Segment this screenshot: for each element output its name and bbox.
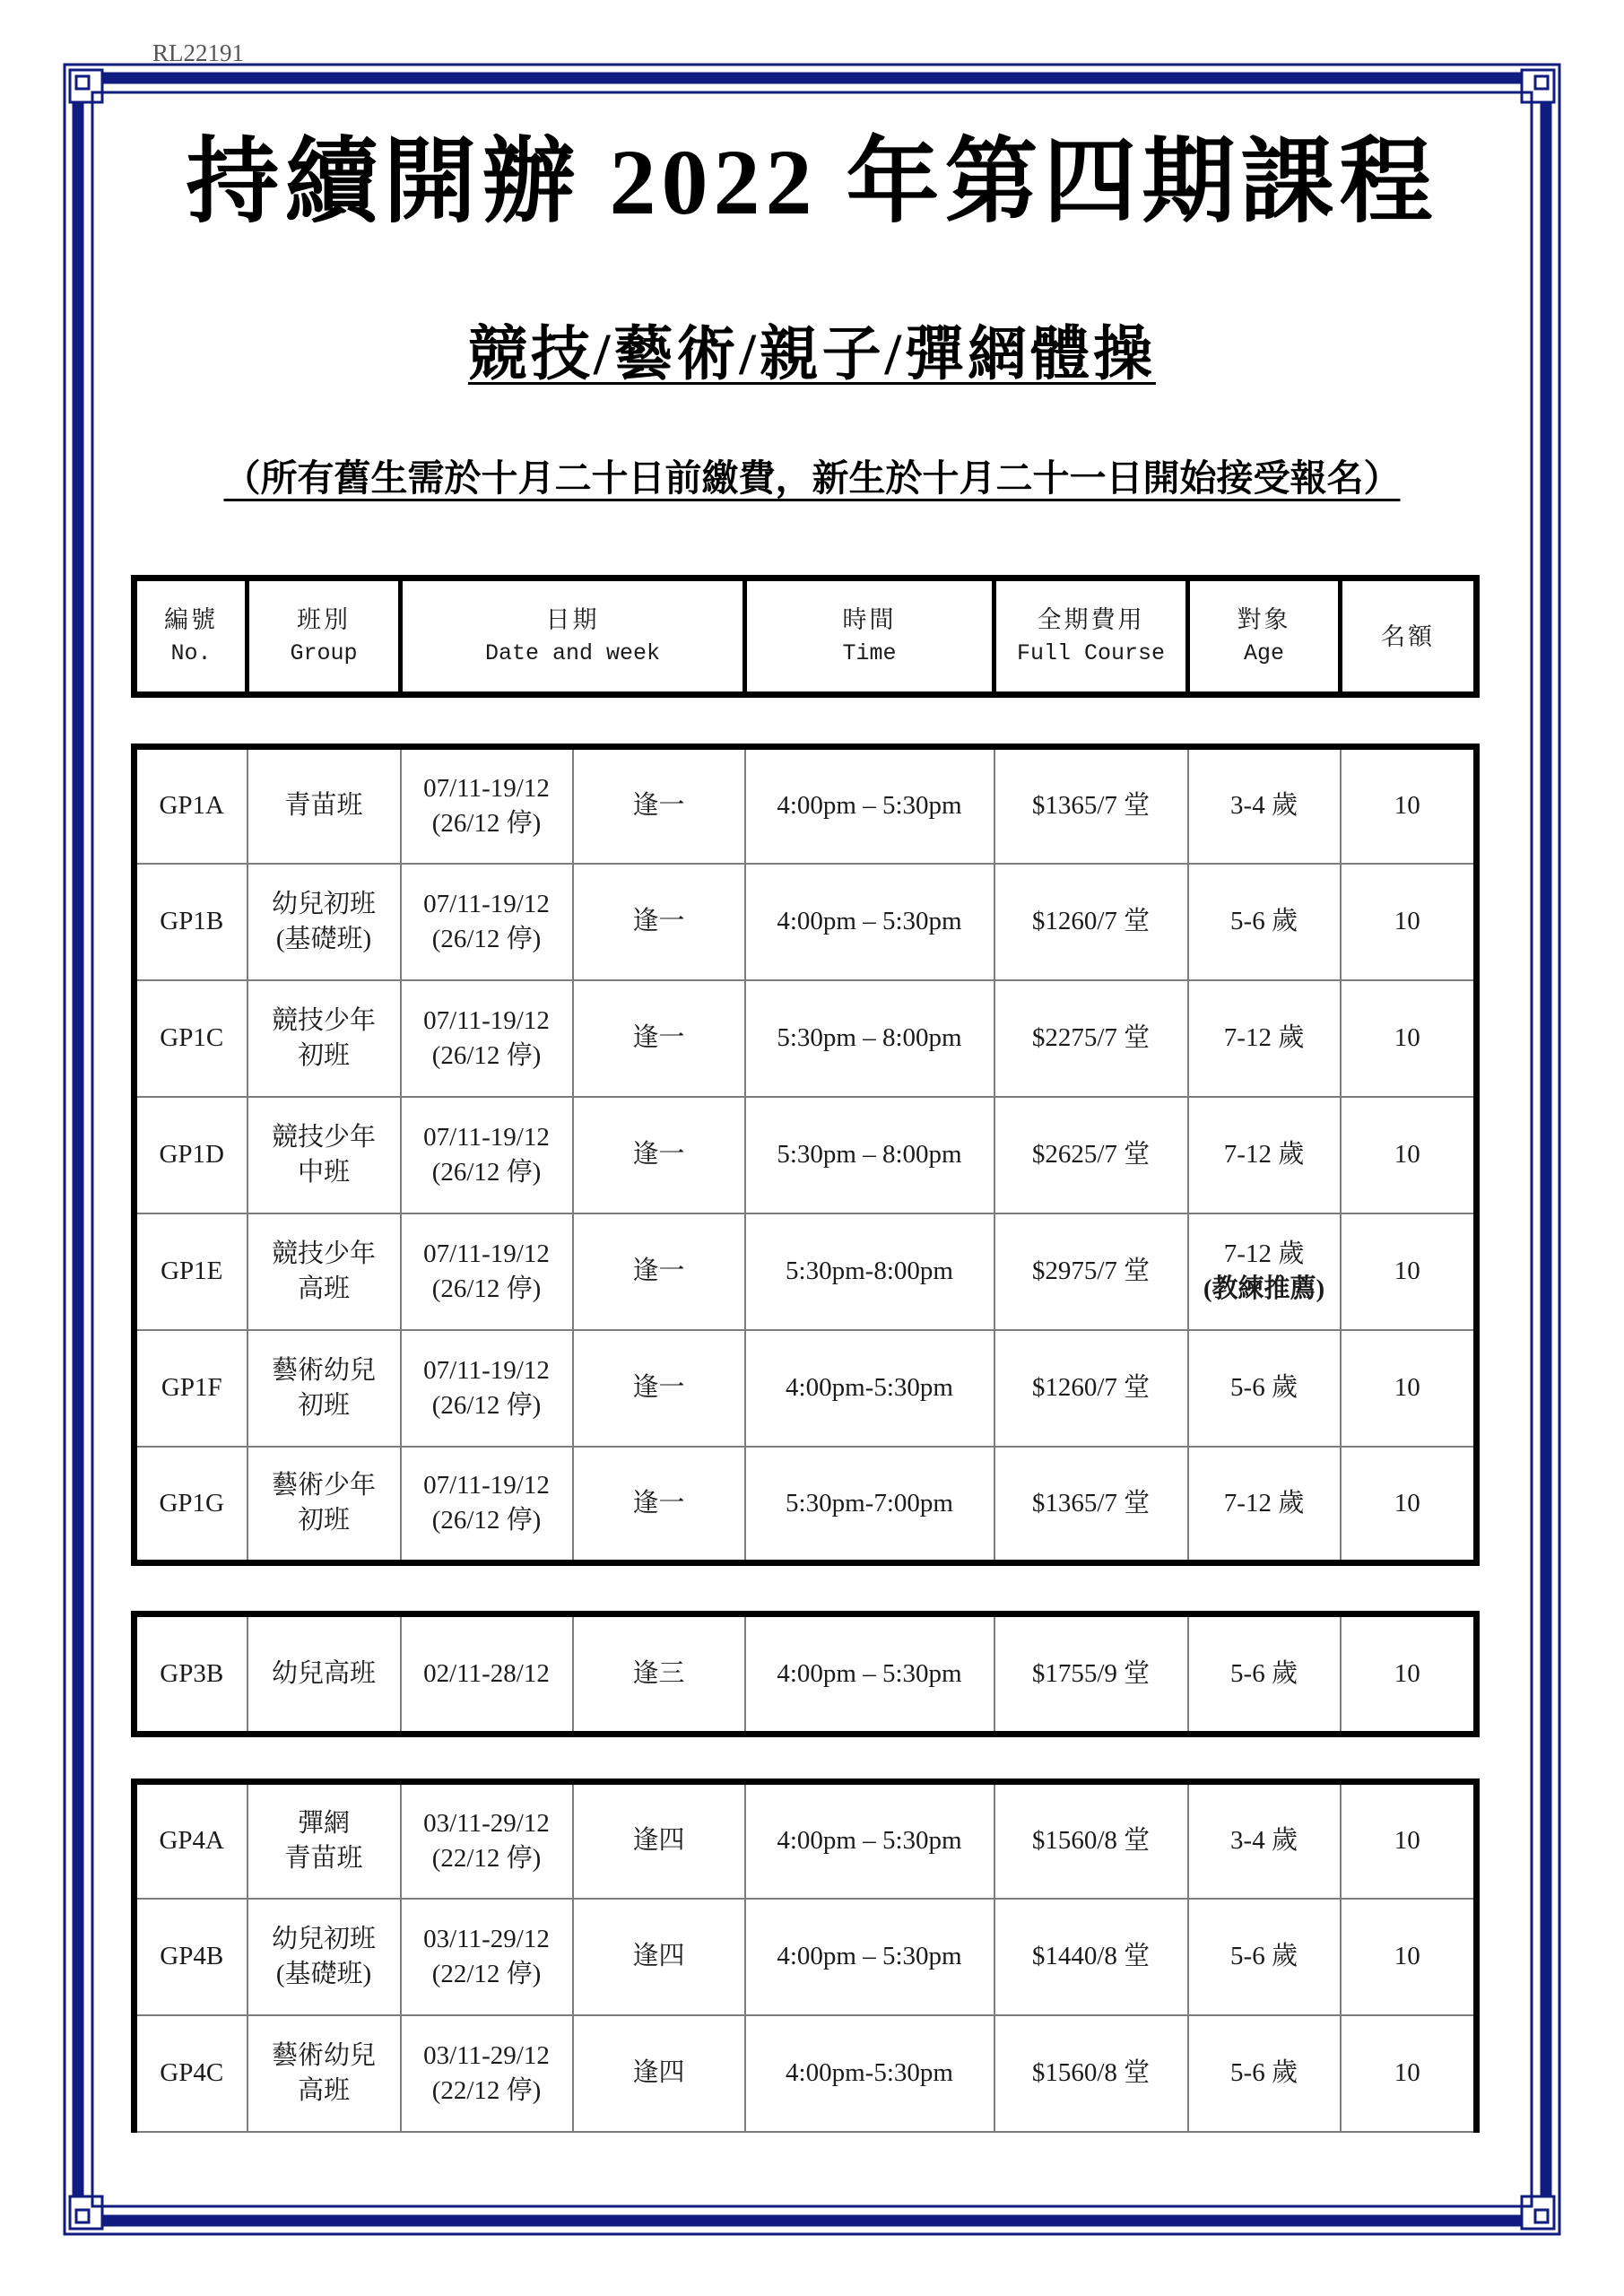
class-group xyxy=(248,1447,401,1563)
class-code: GP1D xyxy=(135,1097,248,1213)
table-row xyxy=(135,1213,1477,1330)
class-time: 4:00pm – 5:30pm xyxy=(745,1899,994,2015)
header-code-en: No. xyxy=(170,639,212,666)
class-code: GP1A xyxy=(135,747,248,864)
date-range: 07/11-19/12 xyxy=(423,1355,550,1385)
class-dates xyxy=(401,864,573,980)
header-quota-zh: 名額 xyxy=(1381,622,1436,650)
class-fee: $1560/8 堂 xyxy=(994,1782,1188,1899)
header-fee xyxy=(994,578,1188,695)
table-row xyxy=(135,1447,1477,1563)
class-quota: 10 xyxy=(1341,1330,1477,1447)
age-range: 3-4 歲 xyxy=(1230,1826,1298,1856)
class-code: GP1B xyxy=(135,864,248,980)
date-range: 07/11-19/12 xyxy=(423,773,550,803)
date-exception: (22/12 停) xyxy=(431,1959,542,1988)
class-dates xyxy=(401,1097,573,1213)
class-group-line: 藝術幼兒 xyxy=(271,1355,376,1385)
class-age xyxy=(1188,1330,1341,1447)
age-range: 7-12 歲 xyxy=(1223,1023,1305,1052)
age-range: 7-12 歲 xyxy=(1223,1239,1305,1268)
age-range: 5-6 歲 xyxy=(1230,907,1298,935)
class-group xyxy=(248,1899,401,2015)
age-range: 7-12 歲 xyxy=(1223,1140,1305,1169)
date-range: 07/11-19/12 xyxy=(423,889,550,918)
class-dates xyxy=(401,1447,573,1563)
class-code: GP1E xyxy=(135,1213,248,1330)
class-dates xyxy=(401,980,573,1097)
header-fee-en: Full Course xyxy=(1017,639,1166,666)
class-dates xyxy=(401,1213,573,1330)
class-fee: $1755/9 堂 xyxy=(994,1614,1188,1735)
class-group-line: 競技少年 xyxy=(271,1239,376,1268)
class-age xyxy=(1188,1213,1341,1330)
class-fee: $1440/8 堂 xyxy=(994,1899,1188,2015)
class-quota: 10 xyxy=(1341,747,1477,864)
header-time xyxy=(745,578,994,695)
class-group-line: 幼兒高班 xyxy=(271,1659,376,1688)
class-dates xyxy=(401,1614,573,1735)
subtitle-text: 競技/藝術/親子/彈網體操 xyxy=(467,322,1156,387)
class-weekday: 逢一 xyxy=(573,864,745,980)
class-quota: 10 xyxy=(1341,2015,1477,2132)
class-group-line: 高班 xyxy=(297,1274,350,1303)
class-group-line: 青苗班 xyxy=(284,1843,363,1873)
date-range: 07/11-19/12 xyxy=(423,1005,550,1035)
class-time: 5:30pm-7:00pm xyxy=(745,1447,994,1563)
class-group-line: (基礎班) xyxy=(275,1959,372,1988)
class-age xyxy=(1188,1899,1341,2015)
header-date xyxy=(401,578,745,695)
age-range: 7-12 歲 xyxy=(1223,1488,1305,1518)
date-exception: (26/12 停) xyxy=(431,808,542,838)
header-code-zh: 編號 xyxy=(164,605,218,633)
note-text: （所有舊生需於十月二十日前繳費，新生於十月二十一日開始接受報名） xyxy=(223,457,1401,499)
header-group-en: Group xyxy=(290,639,358,666)
date-range: 07/11-19/12 xyxy=(423,1122,550,1152)
class-time: 4:00pm – 5:30pm xyxy=(745,1782,994,1899)
schedule-section-2 xyxy=(131,1611,1480,1737)
class-quota: 10 xyxy=(1341,980,1477,1097)
date-range: 03/11-29/12 xyxy=(423,1808,550,1838)
class-age xyxy=(1188,1614,1341,1735)
class-code: GP1C xyxy=(135,980,248,1097)
table-row xyxy=(135,864,1477,980)
date-range: 03/11-29/12 xyxy=(423,1924,550,1953)
class-group xyxy=(248,747,401,864)
class-age xyxy=(1188,1782,1341,1899)
class-group-line: 初班 xyxy=(297,1390,350,1420)
date-exception: (22/12 停) xyxy=(431,2075,542,2105)
age-range: 5-6 歲 xyxy=(1230,1942,1298,1970)
class-weekday: 逢一 xyxy=(573,1097,745,1213)
class-code: GP3B xyxy=(135,1614,248,1735)
class-quota: 10 xyxy=(1341,1899,1477,2015)
class-group-line: 競技少年 xyxy=(271,1122,376,1152)
class-dates xyxy=(401,747,573,864)
header-group-zh: 班別 xyxy=(297,605,351,633)
class-time: 5:30pm – 8:00pm xyxy=(745,1097,994,1213)
header-time-en: Time xyxy=(842,639,897,666)
class-weekday: 逢一 xyxy=(573,1213,745,1330)
class-group-line: 藝術少年 xyxy=(271,1471,376,1500)
class-weekday: 逢一 xyxy=(573,1330,745,1447)
table-row xyxy=(135,980,1477,1097)
class-group xyxy=(248,1782,401,1899)
date-exception: (22/12 停) xyxy=(431,1843,542,1873)
class-group-line: 中班 xyxy=(297,1157,350,1187)
class-fee: $2275/7 堂 xyxy=(994,980,1188,1097)
class-age xyxy=(1188,864,1341,980)
class-quota: 10 xyxy=(1341,1213,1477,1330)
class-quota: 10 xyxy=(1341,1447,1477,1563)
table-row xyxy=(135,1614,1477,1735)
date-range: 02/11-28/12 xyxy=(423,1659,550,1688)
class-group xyxy=(248,2015,401,2132)
class-group-line: 幼兒初班 xyxy=(271,1924,376,1953)
class-age xyxy=(1188,747,1341,864)
class-group-line: 高班 xyxy=(297,2075,350,2105)
class-dates xyxy=(401,1330,573,1447)
class-group-line: 初班 xyxy=(297,1506,350,1535)
date-exception: (26/12 停) xyxy=(431,924,542,953)
date-range: 07/11-19/12 xyxy=(423,1239,550,1268)
class-group xyxy=(248,1330,401,1447)
class-weekday: 逢四 xyxy=(573,1899,745,2015)
header-group xyxy=(248,578,401,695)
class-time: 5:30pm – 8:00pm xyxy=(745,980,994,1097)
document-code: RL22191 xyxy=(152,39,245,66)
date-exception: (26/12 停) xyxy=(431,1040,542,1070)
page-subtitle xyxy=(0,319,1624,391)
table-row xyxy=(135,1097,1477,1213)
class-weekday: 逢一 xyxy=(573,980,745,1097)
age-note: (教練推薦) xyxy=(1203,1274,1325,1303)
enrolment-note xyxy=(0,456,1624,500)
header-age-zh: 對象 xyxy=(1237,605,1291,633)
class-dates xyxy=(401,2015,573,2132)
schedule-header-table xyxy=(131,575,1480,698)
class-group-line: 青苗班 xyxy=(284,791,363,821)
class-code: GP1F xyxy=(135,1330,248,1447)
class-quota: 10 xyxy=(1341,864,1477,980)
class-time: 4:00pm-5:30pm xyxy=(745,1330,994,1447)
class-weekday: 逢四 xyxy=(573,1782,745,1899)
class-code: GP1G xyxy=(135,1447,248,1563)
class-weekday: 逢一 xyxy=(573,747,745,864)
header-date-zh: 日期 xyxy=(545,605,600,633)
class-group-line: 幼兒初班 xyxy=(271,889,376,918)
class-group-line: 初班 xyxy=(297,1040,350,1070)
table-row xyxy=(135,1899,1477,2015)
class-fee: $2625/7 堂 xyxy=(994,1097,1188,1213)
schedule-section-3 xyxy=(131,1779,1480,2133)
class-group-line: 藝術幼兒 xyxy=(271,2040,376,2070)
header-quota xyxy=(1341,578,1477,695)
class-group xyxy=(248,1213,401,1330)
header-row xyxy=(135,578,1477,695)
schedule-section-1 xyxy=(131,744,1480,1566)
class-dates xyxy=(401,1899,573,2015)
page-title: 持續開辦 2022 年第四期課程 xyxy=(186,131,1438,234)
class-age xyxy=(1188,980,1341,1097)
table-row xyxy=(135,1330,1477,1447)
age-range: 5-6 歲 xyxy=(1230,1373,1298,1402)
class-group xyxy=(248,980,401,1097)
class-group-line: 競技少年 xyxy=(271,1005,376,1035)
table-row xyxy=(135,2015,1477,2132)
age-range: 5-6 歲 xyxy=(1230,2058,1298,2087)
class-fee: $1365/7 堂 xyxy=(994,1447,1188,1563)
class-age xyxy=(1188,1447,1341,1563)
class-weekday: 逢一 xyxy=(573,1447,745,1563)
class-time: 4:00pm – 5:30pm xyxy=(745,1614,994,1735)
class-dates xyxy=(401,1782,573,1899)
class-group xyxy=(248,1614,401,1735)
header-fee-zh: 全期費用 xyxy=(1037,605,1145,633)
class-quota: 10 xyxy=(1341,1614,1477,1735)
date-range: 07/11-19/12 xyxy=(423,1471,550,1500)
class-group-line: (基礎班) xyxy=(275,924,372,953)
class-group xyxy=(248,1097,401,1213)
date-range: 03/11-29/12 xyxy=(423,2040,550,2070)
class-quota: 10 xyxy=(1341,1782,1477,1899)
age-range: 3-4 歲 xyxy=(1230,791,1298,821)
date-exception: (26/12 停) xyxy=(431,1274,542,1303)
class-fee: $1560/8 堂 xyxy=(994,2015,1188,2132)
class-weekday: 逢三 xyxy=(573,1614,745,1735)
class-group xyxy=(248,864,401,980)
date-exception: (26/12 停) xyxy=(431,1390,542,1420)
table-row xyxy=(135,1782,1477,1899)
header-time-zh: 時間 xyxy=(842,605,897,633)
class-age xyxy=(1188,2015,1341,2132)
header-code xyxy=(135,578,248,695)
class-age xyxy=(1188,1097,1341,1213)
class-quota: 10 xyxy=(1341,1097,1477,1213)
class-time: 5:30pm-8:00pm xyxy=(745,1213,994,1330)
header-date-en: Date and week xyxy=(484,639,661,666)
class-code: GP4B xyxy=(135,1899,248,2015)
class-time: 4:00pm – 5:30pm xyxy=(745,747,994,864)
class-group-line: 彈網 xyxy=(297,1808,350,1838)
class-weekday: 逢四 xyxy=(573,2015,745,2132)
table-row xyxy=(135,747,1477,864)
class-time: 4:00pm-5:30pm xyxy=(745,2015,994,2132)
class-code: GP4C xyxy=(135,2015,248,2132)
class-fee: $1260/7 堂 xyxy=(994,864,1188,980)
class-fee: $1365/7 堂 xyxy=(994,747,1188,864)
age-range: 5-6 歲 xyxy=(1230,1659,1298,1688)
class-fee: $1260/7 堂 xyxy=(994,1330,1188,1447)
class-fee: $2975/7 堂 xyxy=(994,1213,1188,1330)
class-time: 4:00pm – 5:30pm xyxy=(745,864,994,980)
class-code: GP4A xyxy=(135,1782,248,1899)
header-age-en: Age xyxy=(1244,639,1285,666)
header-age xyxy=(1188,578,1341,695)
date-exception: (26/12 停) xyxy=(431,1506,542,1535)
date-exception: (26/12 停) xyxy=(431,1157,542,1187)
